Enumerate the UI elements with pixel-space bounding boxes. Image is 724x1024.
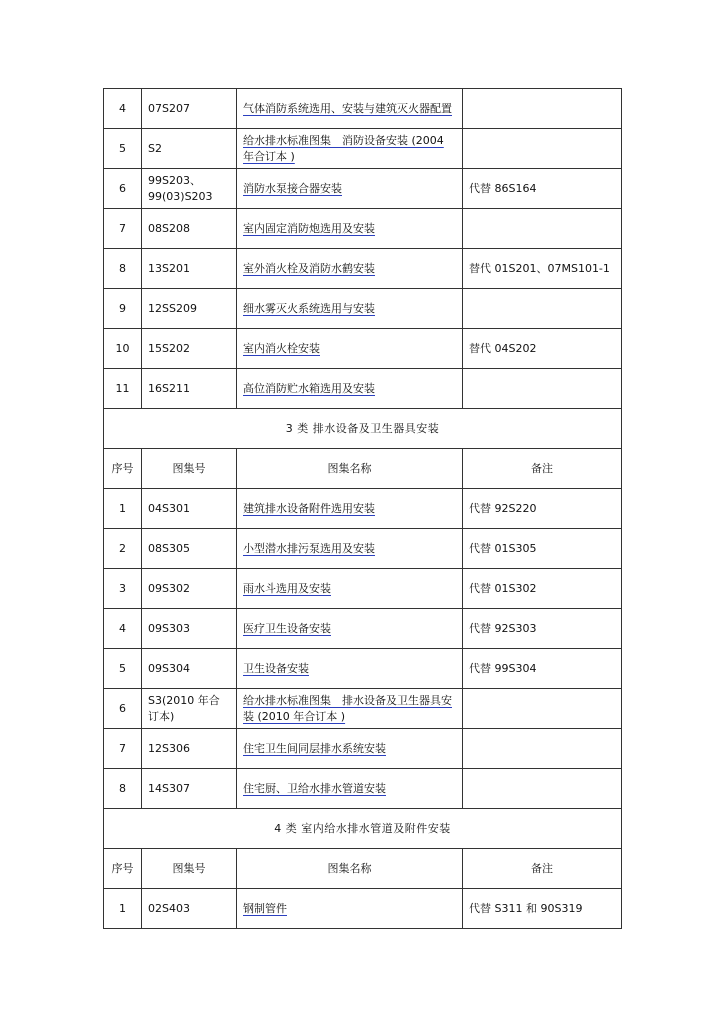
table-row <box>104 289 622 329</box>
table-row <box>104 169 622 209</box>
remark: 代替 01S302 <box>463 569 622 609</box>
remark: 替代 04S202 <box>463 329 622 369</box>
atlas-name-link[interactable]: 住宅厨、卫给水排水管道安装 <box>243 781 386 795</box>
remark: 代替 99S304 <box>463 649 622 689</box>
atlas-code: 09S302 <box>142 569 237 609</box>
atlas-code: 16S211 <box>142 369 237 409</box>
header-note: 备注 <box>463 449 622 489</box>
remark: 代替 01S305 <box>463 529 622 569</box>
atlas-code: 08S305 <box>142 529 237 569</box>
atlas-code: S2 <box>142 129 237 169</box>
section-title: 4 类 室内给水排水管道及附件安装 <box>104 809 622 849</box>
remark: 代替 S311 和 90S319 <box>463 889 622 929</box>
atlas-name-cell <box>237 529 463 569</box>
remark: 替代 01S201、07MS101-1 <box>463 249 622 289</box>
table-row <box>104 649 622 689</box>
remark: 代替 92S303 <box>463 609 622 649</box>
table-row <box>104 529 622 569</box>
header-code: 图集号 <box>142 849 237 889</box>
remark <box>463 89 622 129</box>
atlas-name-cell <box>237 489 463 529</box>
atlas-name-link[interactable]: 建筑排水设备附件选用安装 <box>243 501 375 515</box>
row-number: 1 <box>104 489 142 529</box>
row-number: 11 <box>104 369 142 409</box>
row-number: 9 <box>104 289 142 329</box>
table-row <box>104 569 622 609</box>
atlas-code: 08S208 <box>142 209 237 249</box>
row-number: 8 <box>104 769 142 809</box>
remark <box>463 769 622 809</box>
atlas-name-cell <box>237 649 463 689</box>
row-number: 3 <box>104 569 142 609</box>
atlas-name-link[interactable]: 室内固定消防炮选用及安装 <box>243 221 375 235</box>
table-row <box>104 489 622 529</box>
atlas-name-link[interactable]: 细水雾灭火系统选用与安装 <box>243 301 375 315</box>
atlas-code: 12S306 <box>142 729 237 769</box>
table-row <box>104 729 622 769</box>
row-number: 2 <box>104 529 142 569</box>
header-note: 备注 <box>463 849 622 889</box>
row-number: 7 <box>104 209 142 249</box>
row-number: 8 <box>104 249 142 289</box>
atlas-code: 09S303 <box>142 609 237 649</box>
atlas-name-link[interactable]: 医疗卫生设备安装 <box>243 621 331 635</box>
atlas-code: 09S304 <box>142 649 237 689</box>
atlas-name-link[interactable]: 气体消防系统选用、安装与建筑灭火器配置 <box>243 101 452 115</box>
remark <box>463 209 622 249</box>
atlas-name-link[interactable]: 雨水斗选用及安装 <box>243 581 331 595</box>
atlas-name-link[interactable]: 高位消防贮水箱选用及安装 <box>243 381 375 395</box>
atlas-name-link[interactable]: 室内消火栓安装 <box>243 341 320 355</box>
row-number: 6 <box>104 169 142 209</box>
table-header-row <box>104 449 622 489</box>
header-name: 图集名称 <box>237 849 463 889</box>
remark: 代替 86S164 <box>463 169 622 209</box>
atlas-name-cell <box>237 769 463 809</box>
remark <box>463 729 622 769</box>
remark <box>463 689 622 729</box>
atlas-code: 13S201 <box>142 249 237 289</box>
table-header-row <box>104 849 622 889</box>
section-title-row <box>104 409 622 449</box>
atlas-table <box>103 88 622 929</box>
header-code: 图集号 <box>142 449 237 489</box>
atlas-code: 12SS209 <box>142 289 237 329</box>
atlas-code: 99S203、99(03)S203 <box>142 169 237 209</box>
atlas-name-cell <box>237 729 463 769</box>
atlas-name-link[interactable]: 小型潜水排污泵选用及安装 <box>243 541 375 555</box>
section-title: 3 类 排水设备及卫生器具安装 <box>104 409 622 449</box>
atlas-name-link[interactable]: 室外消火栓及消防水鹤安装 <box>243 261 375 275</box>
row-number: 6 <box>104 689 142 729</box>
atlas-name-cell <box>237 209 463 249</box>
atlas-name-cell <box>237 569 463 609</box>
atlas-name-cell <box>237 369 463 409</box>
atlas-name-cell <box>237 289 463 329</box>
header-no: 序号 <box>104 449 142 489</box>
atlas-code: 04S301 <box>142 489 237 529</box>
header-name: 图集名称 <box>237 449 463 489</box>
atlas-name-cell <box>237 609 463 649</box>
atlas-name-link[interactable]: 住宅卫生间同层排水系统安装 <box>243 741 386 755</box>
atlas-code: 15S202 <box>142 329 237 369</box>
atlas-name-cell <box>237 329 463 369</box>
section-title-row <box>104 809 622 849</box>
header-no: 序号 <box>104 849 142 889</box>
atlas-name-link[interactable]: 卫生设备安装 <box>243 661 309 675</box>
remark: 代替 92S220 <box>463 489 622 529</box>
table-row <box>104 329 622 369</box>
atlas-code: 14S307 <box>142 769 237 809</box>
row-number: 1 <box>104 889 142 929</box>
row-number: 4 <box>104 609 142 649</box>
table-row <box>104 689 622 729</box>
row-number: 10 <box>104 329 142 369</box>
table-row <box>104 249 622 289</box>
row-number: 5 <box>104 649 142 689</box>
table-row <box>104 609 622 649</box>
table-row <box>104 369 622 409</box>
table-row <box>104 209 622 249</box>
atlas-code: 02S403 <box>142 889 237 929</box>
atlas-code: 07S207 <box>142 89 237 129</box>
table-row <box>104 129 622 169</box>
row-number: 4 <box>104 89 142 129</box>
atlas-name-cell <box>237 129 463 169</box>
atlas-name-cell <box>237 249 463 289</box>
table-row <box>104 769 622 809</box>
row-number: 5 <box>104 129 142 169</box>
atlas-name-cell <box>237 689 463 729</box>
remark <box>463 369 622 409</box>
atlas-name-cell <box>237 889 463 929</box>
row-number: 7 <box>104 729 142 769</box>
atlas-name-cell <box>237 89 463 129</box>
atlas-name-cell <box>237 169 463 209</box>
atlas-name-link[interactable]: 给水排水标准图集 消防设备安装 (2004 年合订本 ) <box>243 133 444 163</box>
atlas-name-link[interactable]: 给水排水标准图集 排水设备及卫生器具安装 (2010 年合订本 ) <box>243 693 452 723</box>
atlas-code: S3(2010 年合订本) <box>142 689 237 729</box>
remark <box>463 129 622 169</box>
table-row <box>104 889 622 929</box>
table-row <box>104 89 622 129</box>
remark <box>463 289 622 329</box>
atlas-name-link[interactable]: 钢制管件 <box>243 901 287 915</box>
atlas-name-link[interactable]: 消防水泵接合器安装 <box>243 181 342 195</box>
